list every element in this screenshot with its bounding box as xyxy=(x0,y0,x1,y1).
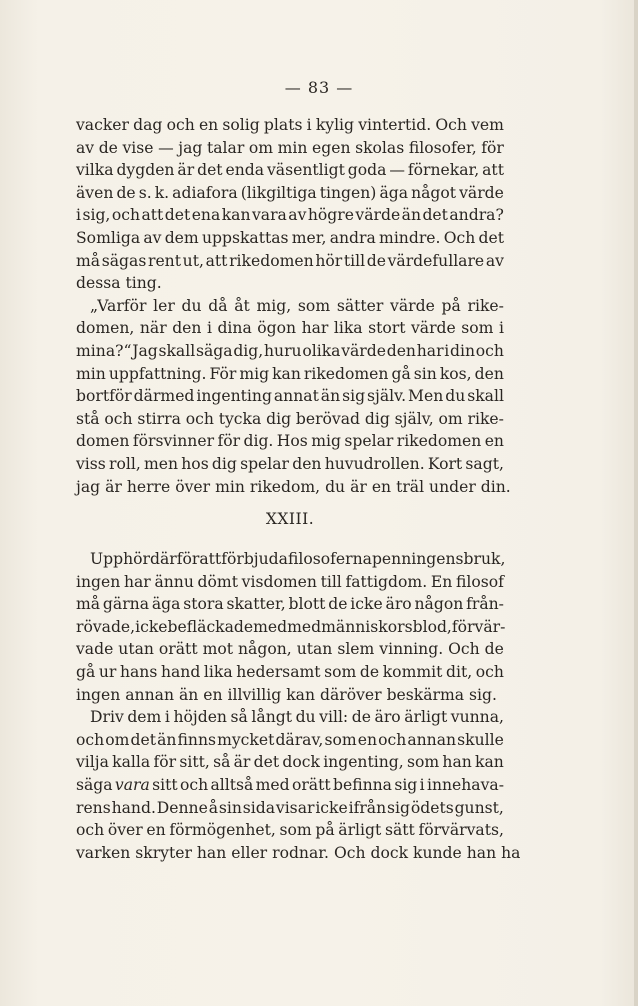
text-line: ingen har ännu dömt visdomen till fattigdom. En filosof xyxy=(76,572,504,591)
text-line: Upphör därför att förbjuda filosoferna penningens bruk, xyxy=(90,550,506,568)
text-line: viss roll, men hos dig spelar den huvudrollen. Kort sagt, xyxy=(76,454,504,473)
text-line: mina?“ Jag skall säga dig, huru olika värde den har i din och xyxy=(76,341,504,360)
text-line: vilka dygden är det enda väsentligt goda — förnekar, att xyxy=(76,161,504,180)
text-line: rens hand. Denne å sin sida visar icke ifrån sig ödets gunst, xyxy=(76,798,504,817)
text-line: dessa ting. xyxy=(76,274,162,293)
text-line: av de vise — jag talar om min egen skolas filosofer, för xyxy=(76,138,504,157)
text-line: i sig, och att det ena kan vara av högre värde än det andra? xyxy=(76,206,504,225)
text-line: och över en förmögenhet, som på ärligt sätt förvärvats, xyxy=(76,821,504,840)
text-line: gå ur hans hand lika hedersamt som de kommit dit, och xyxy=(76,662,504,681)
page-edge-shadow xyxy=(634,0,638,1006)
text-line: bortför därmed ingenting annat än sig själv. Men du skall xyxy=(76,387,504,406)
text-line: domen, när den i dina ögon har lika stort värde som i xyxy=(76,319,504,338)
text-line: må gärna äga stora skatter, blott de icke äro någon från- xyxy=(76,595,504,614)
paragraph-block-1 xyxy=(76,114,511,498)
text-line: vilja kalla för sitt, så är det dock ingenting, som han kan xyxy=(76,753,504,772)
text-line: min uppfattning. För mig kan rikedomen gå sin kos, den xyxy=(76,364,504,383)
text-line: „Varför ler du då åt mig, som sätter värde på rike- xyxy=(90,296,504,315)
text-line: säga vara sitt och alltså med orätt befinna sig i innehava- xyxy=(76,775,504,794)
text-line: domen försvinner för dig. Hos mig spelar rikedomen en xyxy=(76,432,504,451)
text-line: och om det än finns mycket därav, som en och annan skulle xyxy=(76,730,504,749)
page-number: — 83 — xyxy=(284,78,354,97)
text-line: Driv dem i höjden så långt du vill: de äro ärligt vunna, xyxy=(90,708,504,727)
text-line: jag är herre över min rikedom, du är en träl under din. xyxy=(76,477,511,496)
text-line: ingen annan än en illvillig kan däröver beskärma sig. xyxy=(76,685,497,704)
text-line: även de s. k. adiafora (likgiltiga tingen) äga något värde xyxy=(76,183,504,202)
section-heading: XXIII. xyxy=(265,510,315,528)
text-line: varken skryter han eller rodnar. Och dock kunde han ha xyxy=(76,843,521,862)
text-line: vacker dag och en solig plats i kylig vintertid. Och vem xyxy=(76,116,504,134)
text-line: stå och stirra och tycka dig berövad dig själv, om rike- xyxy=(76,409,504,428)
text-line: Somliga av dem uppskattas mer, andra mindre. Och det xyxy=(76,228,504,247)
text-line: rövade, icke befläckade med medmänniskors blod, förvär- xyxy=(76,617,506,636)
text-line: må sägas rent ut, att rikedomen hör till de värdefullare av xyxy=(76,251,504,270)
paragraph-block-2 xyxy=(76,548,521,864)
text-line: vade utan orätt mot någon, utan slem vinning. Och de xyxy=(76,640,504,659)
